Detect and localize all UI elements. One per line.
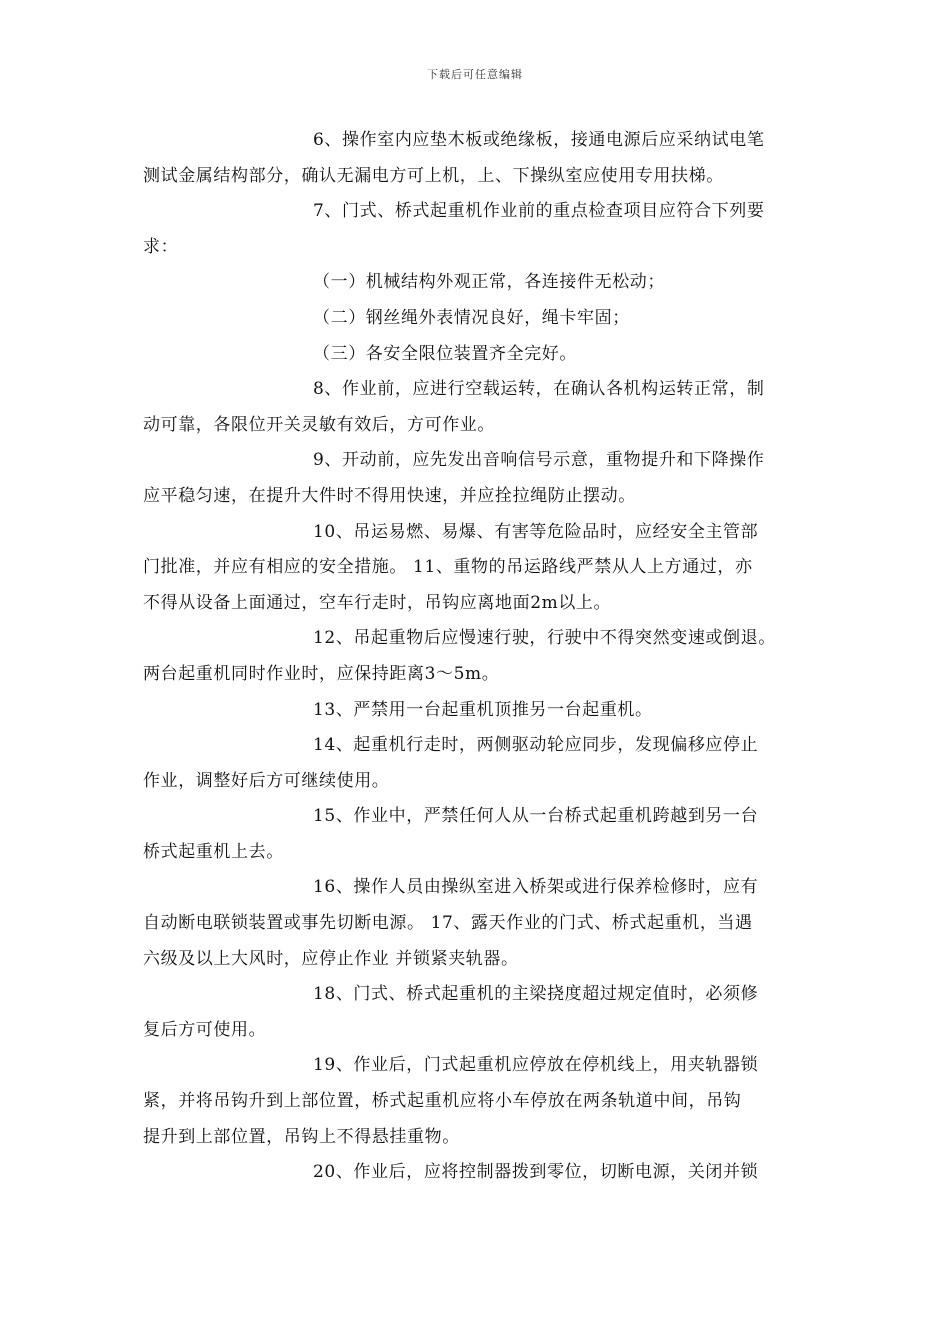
text-line: 16、操作人员由操纵室进入桥架或进行保养检修时，应有 [313, 877, 759, 898]
text-line: 六级及以上大风时，应停止作业 并锁紧夹轨器。 [143, 948, 519, 969]
text-line: （二）钢丝绳外表情况良好，绳卡牢固； [313, 307, 630, 328]
text-line: 18、门式、桥式起重机的主梁挠度超过规定值时，必须修 [313, 984, 759, 1005]
text-line: 13、严禁用一台起重机顶推另一台起重机。 [313, 699, 653, 720]
text-line: 14、起重机行走时，两侧驱动轮应同步，发现偏移应停止 [313, 735, 759, 756]
text-line: 复后方可使用。 [143, 1019, 267, 1040]
text-line: 15、作业中，严禁任何人从一台桥式起重机跨越到另一台 [313, 806, 759, 827]
text-line: 20、作业后，应将控制器拨到零位，切断电源，关闭并锁 [313, 1162, 759, 1183]
text-line: 求： [143, 236, 179, 257]
document-body [143, 123, 811, 1191]
text-line: 9、开动前，应先发出音响信号示意，重物提升和下降操作 [313, 450, 765, 471]
text-line: 应平稳匀速，在提升大件时不得用快速，并应拴拉绳防止摆动。 [143, 485, 636, 506]
text-line: 10、吊运易燃、易爆、有害等危险品时，应经安全主管部 [313, 521, 759, 542]
text-line: 19、作业后，门式起重机应停放在停机线上，用夹轨器锁 [313, 1055, 759, 1076]
page-header: 下载后可任意编辑 [427, 68, 523, 81]
text-line: 提升到上部位置，吊钩上不得悬挂重物。 [143, 1126, 460, 1147]
text-line: 作业，调整好后方可继续使用。 [143, 770, 390, 791]
text-line: 桥式起重机上去。 [143, 841, 284, 862]
text-line: 不得从设备上面通过，空车行走时，吊钩应离地面2m以上。 [143, 592, 612, 613]
text-line: 门批准，并应有相应的安全措施。 11、重物的吊运路线严禁从人上方通过，亦 [143, 557, 753, 578]
text-line: 紧，并将吊钩升到上部位置，桥式起重机应将小车停放在两条轨道中间，吊钩 [143, 1091, 742, 1112]
text-line: 测试金属结构部分，确认无漏电方可上机，上、下操纵室应使用专用扶梯。 [143, 165, 724, 186]
text-line: （一）机械结构外观正常，各连接件无松动； [313, 272, 665, 293]
text-line: 自动断电联锁装置或事先切断电源。 17、露天作业的门式、桥式起重机，当遇 [143, 913, 753, 934]
text-line: 两台起重机同时作业时，应保持距离3～5m。 [143, 663, 500, 684]
text-line: 8、作业前，应进行空载运转，在确认各机构运转正常，制 [313, 379, 765, 400]
text-line: （三）各安全限位装置齐全完好。 [313, 343, 577, 364]
text-line: 动可靠，各限位开关灵敏有效后，方可作业。 [143, 414, 495, 435]
text-line: 7、门式、桥式起重机作业前的重点检查项目应符合下列要 [313, 201, 765, 222]
text-line: 12、吊起重物后应慢速行驶，行驶中不得突然变速或倒退。 [313, 628, 776, 649]
text-line: 6、操作室内应垫木板或绝缘板，接通电源后应采纳试电笔 [313, 130, 765, 150]
